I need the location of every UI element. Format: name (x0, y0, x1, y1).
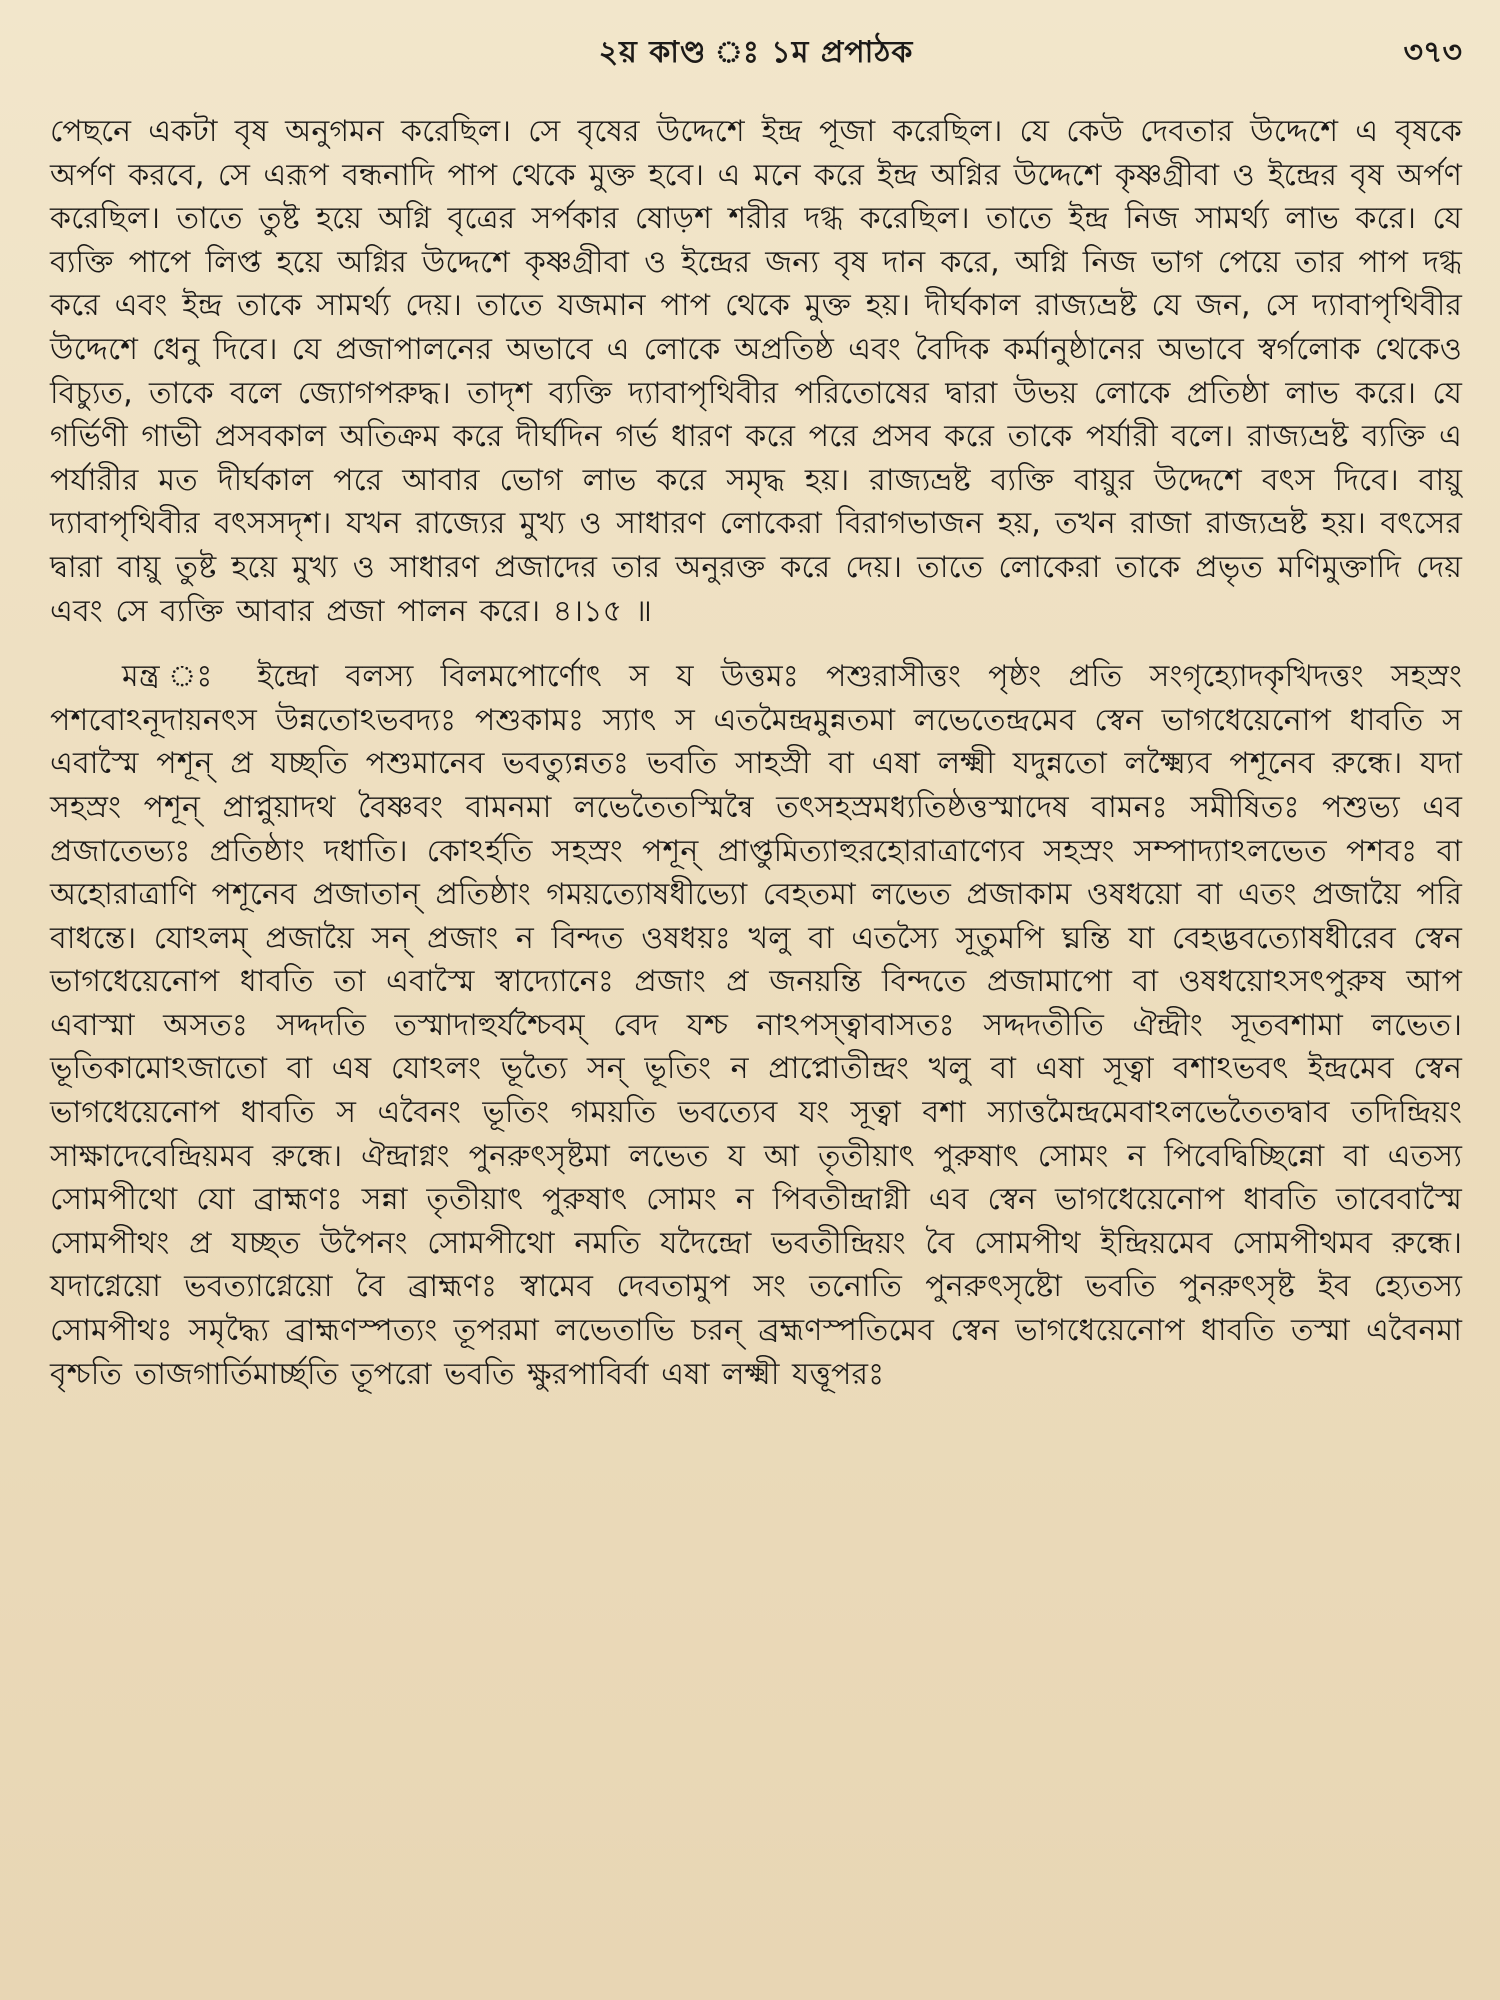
paragraph-translation: পেছনে একটা বৃষ অনুগমন করেছিল। সে বৃষের উদ্দেশে ইন্দ্র পূজা করেছিল। যে কেউ দেবতার উদ্দেশে এ বৃষকে অর্পণ করবে, সে এরূপ বন্ধনাদি পাপ থেকে মুক্ত হবে। এ মনে করে ইন্দ্র অগ্নির উদ্দেশে কৃষ্ণগ্রীবা ও ইন্দ্রের বৃষ অর্পণ করেছিল। তাতে তুষ্ট হয়ে অগ্নি বৃত্রের সর্পকার ষোড়শ শরীর দগ্ধ করেছিল। তাতে ইন্দ্র নিজ সামর্থ্য লাভ করে। যে ব্যক্তি পাপে লিপ্ত হয়ে অগ্নির উদ্দেশে কৃষ্ণগ্রীবা ও ইন্দ্রের জন্য বৃষ দান করে, অগ্নি নিজ ভাগ পেয়ে তার পাপ দগ্ধ করে এবং ইন্দ্র তাকে সামর্থ্য দেয়। তাতে যজমান পাপ থেকে মুক্ত হয়। দীর্ঘকাল রাজ্যভ্রষ্ট যে জন, সে দ্যাবাপৃথিবীর উদ্দেশে ধেনু দিবে। যে প্রজাপালনের অভাবে এ লোকে অপ্রতিষ্ঠ এবং বৈদিক কর্মানুষ্ঠানের অভাবে স্বর্গলোক থেকেও বিচ্যুত, তাকে বলে জ্যোগপরুদ্ধ। তাদৃশ ব্যক্তি দ্যাবাপৃথিবীর পরিতোষের দ্বারা উভয় লোকে প্রতিষ্ঠা লাভ করে। যে গর্ভিণী গাভী প্রসবকাল অতিক্রম করে দীর্ঘদিন গর্ভ ধারণ করে পরে প্রসব করে তাকে পর্যারী বলে। রাজ্যভ্রষ্ট ব্যক্তি এ পর্যারীর মত দীর্ঘকাল পরে আবার ভোগ লাভ করে সমৃদ্ধ হয়। রাজ্যভ্রষ্ট ব্যক্তি বায়ুর উদ্দেশে বৎস দিবে। বায়ু দ্যাবাপৃথিবীর বৎসসদৃশ। যখন রাজ্যের মুখ্য ও সাধারণ লোকেরা বিরাগভাজন হয়, তখন রাজা রাজ্যভ্রষ্ট হয়। বৎসের দ্বারা বায়ু তুষ্ট হয়ে মুখ্য ও সাধারণ প্রজাদের তার অনুরক্ত করে দেয়। তাতে লোকেরা তাকে প্রভৃত মণিমুক্তাদি দেয় এবং সে ব্যক্তি আবার প্রজা পালন করে। ৪।১৫ ॥ (50, 114, 1462, 629)
paragraph-mantra: মন্ত্র ঃ ইন্দ্রো বলস্য বিলমপোর্ণোৎ স য উত্তমঃ পশুরাসীত্তং পৃষ্ঠং প্রতি সংগৃহ্যোদকৃখিদত্তং সহস্রং পশবোঽনূদায়নৎস উন্নতোঽভবদ্যঃ পশুকামঃ স্যাৎ স এতমৈন্দ্রমুন্নতমা লভেতেন্দ্রমেব স্বেন ভাগধেয়েনোপ ধাবতি স এবাস্মৈ পশূন্ প্র যচ্ছতি পশুমানেব ভবত্যুন্নতঃ ভবতি সাহস্রী বা এষা লক্ষ্মী যদুন্নতো লক্ষ্ম্যৈব পশূনেব রুন্ধে। যদা সহস্রং পশূন্ প্রাপ্নুয়াদথ বৈষ্ণবং বামনমা লভেতৈতস্মিন্বৈ তৎসহস্রমধ্যতিষ্ঠত্তস্মাদেষ বামনঃ সমীষিতঃ পশুভ্য এব প্রজাতেভ্যঃ প্রতিষ্ঠাং দধাতি। কোঽর্হতি সহস্রং পশূন্ প্রাপ্তুমিত্যাহুরহোরাত্রাণ্যেব সহস্রং সম্পাদ্যাঽলভেত পশবঃ বা অহোরাত্রাণি পশূনেব প্রজাতান্ প্রতিষ্ঠাং গময়ত্যোষধীভ্যো বেহতমা লভেত প্রজাকাম ওষধয়ো বা এতং প্রজায়ৈ পরি বাধন্তে। যোঽলম্ প্রজায়ৈ সন্ প্রজাং ন বিন্দত ওষধয়ঃ খলু বা এতস্যৈ সূতুমপি ঘ্নন্তি যা বেহদ্ভবত্যোষধীরেব স্বেন ভাগধেয়েনোপ ধাবতি তা এবাস্মৈ স্বাদ্যোনেঃ প্রজাং প্র জনয়ন্তি বিন্দতে প্রজামাপো বা ওষধয়োঽসৎপুরুষ আপ এবাস্মা অসতঃ সদ্দদতি তস্মাদাহুর্যশ্চৈবম্ বেদ যশ্চ নাঽপস্ত্বাবাসতঃ সদ্দদতীতি ঐন্দ্রীং সূতবশামা লভেত। ভূতিকামোঽজাতো বা এষ যোঽলং ভূত্যৈ সন্ ভূতিং ন প্রাপ্নোতীন্দ্রং খলু বা এষা সূত্বা বশাঽভবৎ ইন্দ্রমেব স্বেন ভাগধেয়েনোপ ধাবতি স এবৈনং ভূতিং গময়তি ভবত্যেব যং সূত্বা বশা স্যাত্তমৈন্দ্রমেবাঽলভেতৈতদ্বাব তদিন্দ্রিয়ং সাক্ষাদেবেন্দ্রিয়মব রুন্ধে। ঐন্দ্রাগ্নং পুনরুৎসৃষ্টমা লভেত য আ তৃতীয়াৎ পুরুষাৎ সোমং ন পিবেদ্বিচ্ছিন্নো বা এতস্য সোমপীথো যো ব্রাহ্মণঃ সন্না তৃতীয়াৎ পুরুষাৎ সোমং ন পিবতীন্দ্রাগ্নী এব স্বেন ভাগধেয়েনোপ ধাবতি তাবেবাস্মৈ সোমপীথং প্র যচ্ছত উপৈনং সোমপীথো নমতি যদৈন্দ্রো ভবতীন্দ্রিয়ং বৈ সোমপীথ ইন্দ্রিয়মেব সোমপীথমব রুন্ধে। যদাগ্নেয়ো ভবত্যাগ্নেয়ো বৈ ব্রাহ্মণঃ স্বামেব দেবতামুপ সং তনোতি পুনরুৎসৃষ্টো ভবতি পুনরুৎসৃষ্ট ইব হ্যেতস্য সোমপীথঃ সমৃদ্ধ্যৈ ব্রাহ্মণস্পত্যং তূপরমা লভেতাভি চরন্ ব্রহ্মণস্পতিমেব স্বেন ভাগধেয়েনোপ ধাবতি তস্মা এবৈনমা বৃশ্চতি তাজগার্তিমার্চ্ছতি তূপরো ভবতি ক্ষুরপাবির্বা এষা লক্ষ্মী যত্তূপরঃ (50, 659, 1462, 1392)
running-header (50, 22, 1462, 80)
page-number: ৩৭৩ (1403, 35, 1462, 70)
header-title: ২য় কাণ্ড ঃ ১ম প্রপাঠক (598, 35, 914, 70)
